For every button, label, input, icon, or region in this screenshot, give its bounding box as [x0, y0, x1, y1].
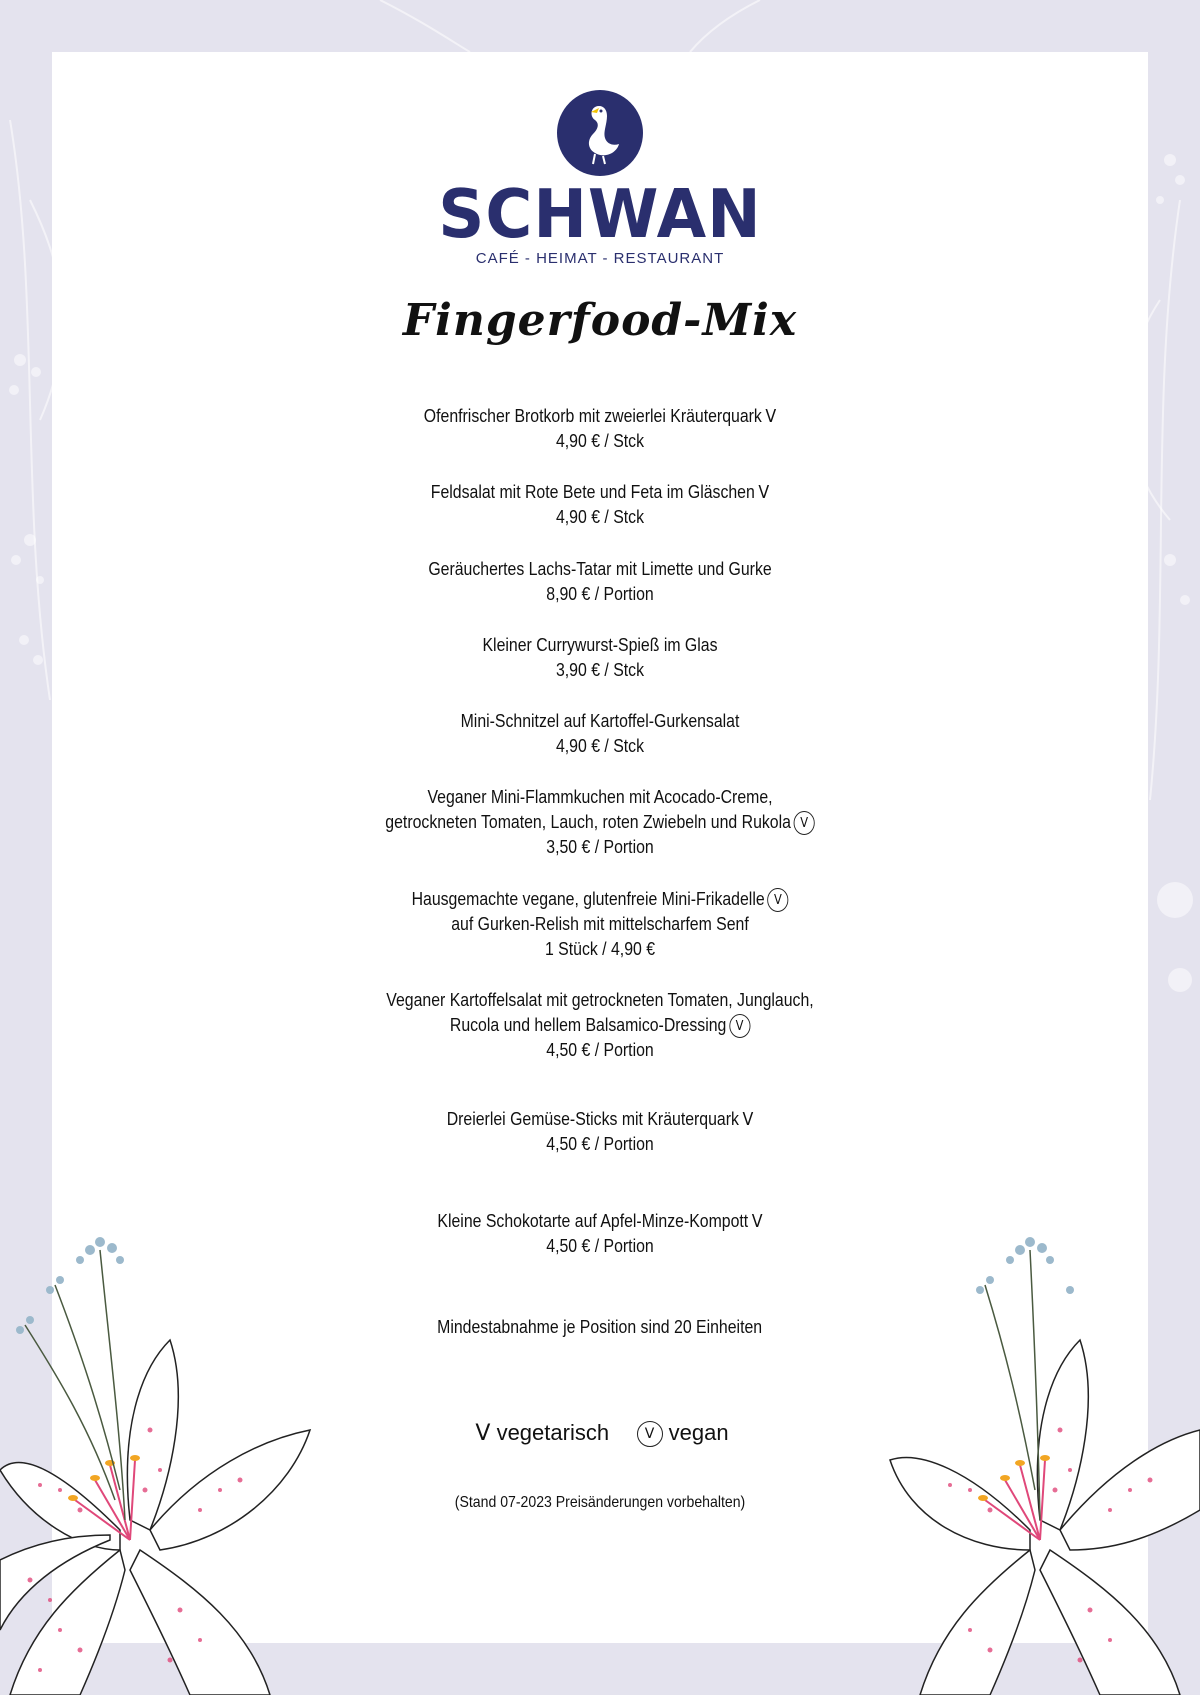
vegan-label: vegan — [668, 1420, 729, 1445]
vegetarian-icon: V — [742, 1109, 754, 1130]
item-name: Feldsalat mit Rote Bete und Feta im Gläschen — [430, 482, 755, 502]
vegan-icon: V — [637, 1421, 663, 1447]
item-name: Veganer Kartoffelsalat mit getrockneten Tomaten, Junglauch, — [386, 990, 814, 1010]
vegetarian-icon: V — [765, 406, 777, 427]
menu-item — [52, 709, 1148, 759]
brand-tagline: CAFÉ - HEIMAT - RESTAURANT — [475, 250, 725, 267]
item-name: Kleiner Currywurst-Spieß im Glas — [482, 635, 718, 655]
vegetarian-icon: V — [758, 482, 770, 503]
vegetarian-icon: V — [751, 1211, 763, 1232]
logo — [52, 88, 1148, 267]
vegan-icon: V — [794, 811, 815, 835]
lily-flower-left-icon — [0, 1230, 330, 1695]
item-price: 4,50 € / Portion — [546, 1134, 654, 1154]
menu-item — [52, 480, 1148, 530]
minimum-order-note: Mindestabnahme je Position sind 20 Einheiten — [437, 1317, 763, 1337]
item-price: 4,50 € / Portion — [546, 1236, 654, 1256]
menu-item — [52, 404, 1148, 454]
item-price: 4,50 € / Portion — [546, 1040, 654, 1061]
item-price: 4,90 € / Stck — [555, 431, 645, 451]
menu-item — [52, 1107, 1148, 1157]
vegan-icon: V — [767, 888, 788, 912]
item-name: Mini-Schnitzel auf Kartoffel-Gurkensalat — [460, 711, 740, 731]
vegan-icon: V — [729, 1014, 750, 1038]
item-name: Hausgemachte vegane, glutenfreie Mini-Frikadelle — [411, 889, 765, 909]
page-title: Fingerfood-Mix — [402, 295, 798, 346]
item-price: 1 Stück / 4,90 € — [544, 939, 656, 960]
vegetarian-label: vegetarisch — [496, 1420, 610, 1445]
menu-item — [52, 633, 1148, 683]
item-name-continued: auf Gurken-Relish mit mittelscharfem Senf — [451, 914, 749, 935]
menu-item — [52, 887, 1148, 962]
brand-name: SCHWAN — [438, 176, 762, 254]
item-name: Ofenfrischer Brotkorb mit zweierlei Kräuterquark — [423, 406, 762, 426]
item-price: 3,50 € / Portion — [546, 837, 654, 858]
lily-flower-right-icon — [870, 1230, 1200, 1695]
item-name: Dreierlei Gemüse-Sticks mit Kräuterquark — [446, 1109, 739, 1129]
swan-logo-icon — [555, 88, 645, 178]
menu-item — [52, 785, 1148, 860]
item-price: 8,90 € / Portion — [546, 584, 654, 604]
item-price: 3,90 € / Stck — [555, 660, 645, 680]
item-name: Geräuchertes Lachs-Tatar mit Limette und Gurke — [428, 559, 772, 579]
item-name-continued: Rucola und hellem Balsamico-Dressing — [449, 1015, 727, 1035]
item-name: Kleine Schokotarte auf Apfel-Minze-Kompott — [437, 1211, 749, 1231]
menu-item — [52, 557, 1148, 607]
item-name: Veganer Mini-Flammkuchen mit Acocado-Creme, — [427, 787, 773, 807]
vegetarian-icon: V — [475, 1421, 491, 1446]
item-name-continued: getrockneten Tomaten, Lauch, roten Zwiebeln und Rukola — [385, 812, 791, 832]
item-price: 4,90 € / Stck — [555, 507, 645, 527]
menu-item — [52, 988, 1148, 1063]
item-price: 4,90 € / Stck — [555, 736, 645, 756]
price-disclaimer: (Stand 07-2023 Preisänderungen vorbehalten) — [454, 1494, 746, 1511]
